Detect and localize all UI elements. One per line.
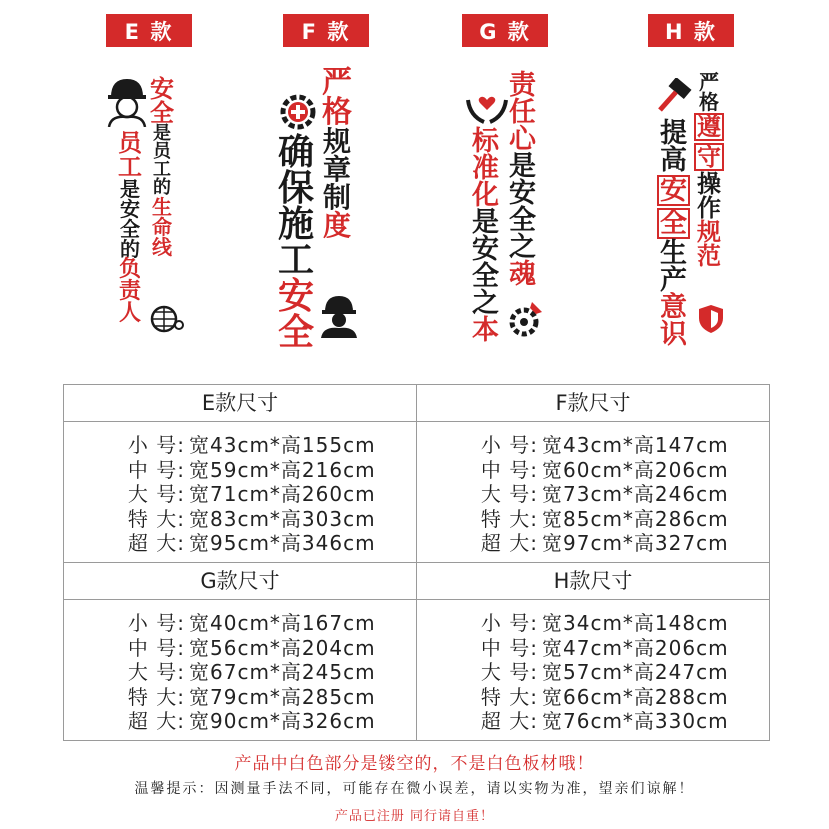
size-header-g: G款尺寸 — [64, 563, 417, 600]
size-row — [417, 429, 769, 457]
worker-helmet-icon — [318, 292, 360, 338]
char: 生 — [152, 195, 172, 219]
hammer-icon — [656, 78, 696, 114]
size-row — [64, 429, 416, 457]
poster-e-left-column — [118, 131, 142, 325]
char: 员 — [118, 129, 142, 157]
char: 操 — [697, 170, 721, 198]
char: 化 — [472, 180, 499, 211]
char: 的 — [153, 177, 171, 198]
char: 安 — [278, 276, 315, 317]
size-header-f: F款尺寸 — [417, 385, 770, 422]
poster-h-left-column — [657, 120, 690, 348]
size-row — [417, 632, 769, 660]
size-value: 宽83cm*高303cm — [189, 506, 376, 531]
size-row — [64, 632, 416, 660]
size-row — [417, 607, 769, 635]
size-label: 小 号: — [127, 433, 185, 457]
size-row — [64, 454, 416, 482]
char: 全 — [657, 208, 690, 239]
char: 高 — [660, 145, 687, 176]
size-value: 宽47cm*高206cm — [542, 635, 729, 660]
badge-h: H 款 — [648, 14, 734, 47]
poster-f-left-column — [278, 132, 315, 353]
size-label: 特 大: — [480, 506, 538, 531]
size-label: 超 大: — [480, 531, 538, 555]
size-row — [64, 527, 416, 555]
size-label: 中 号: — [480, 457, 538, 482]
globe-gear-icon — [150, 303, 184, 335]
char: 魂 — [509, 259, 536, 290]
size-value: 宽34cm*高148cm — [542, 611, 729, 635]
size-label: 大 号: — [127, 660, 185, 684]
size-label: 大 号: — [127, 482, 185, 506]
char: 章 — [322, 153, 351, 186]
size-label: 小 号: — [480, 611, 538, 635]
char: 度 — [322, 209, 351, 242]
size-table — [63, 384, 770, 741]
char: 之 — [509, 232, 536, 263]
size-row — [417, 681, 769, 709]
badge-e: E 款 — [106, 14, 192, 47]
size-row — [417, 527, 769, 555]
size-value: 宽59cm*高216cm — [189, 457, 376, 482]
badge-f: F 款 — [283, 14, 369, 47]
char: 之 — [472, 288, 499, 319]
char: 线 — [152, 235, 172, 259]
size-row — [64, 503, 416, 531]
char: 生 — [660, 238, 687, 269]
char: 工 — [118, 153, 142, 181]
char: 全 — [120, 217, 140, 241]
size-row — [417, 454, 769, 482]
size-label: 超 大: — [480, 709, 538, 733]
char: 规 — [697, 218, 721, 246]
char: 员 — [153, 141, 171, 162]
size-value: 宽40cm*高167cm — [189, 611, 376, 635]
size-value: 宽73cm*高246cm — [542, 482, 729, 506]
char: 格 — [699, 90, 719, 114]
size-label: 中 号: — [127, 635, 185, 660]
size-header-e: E款尺寸 — [64, 385, 417, 422]
char: 全 — [509, 205, 536, 236]
size-value: 宽97cm*高327cm — [542, 531, 729, 555]
size-label: 特 大: — [127, 506, 185, 531]
char: 全 — [278, 312, 315, 353]
char: 命 — [152, 215, 172, 239]
poster-g-left-column — [472, 128, 499, 344]
size-row — [417, 478, 769, 506]
size-value: 宽79cm*高285cm — [189, 684, 376, 709]
size-label: 超 大: — [127, 709, 185, 733]
char: 本 — [472, 315, 499, 346]
shield-icon — [698, 304, 724, 334]
size-value: 宽66cm*高288cm — [542, 684, 729, 709]
size-label: 超 大: — [127, 531, 185, 555]
char: 严 — [322, 65, 352, 100]
char: 识 — [660, 319, 687, 350]
char: 全 — [472, 261, 499, 292]
hands-heart-icon — [466, 94, 508, 124]
char: 标 — [472, 126, 499, 157]
size-row — [64, 705, 416, 733]
size-cell-f — [417, 422, 770, 563]
poster-f-right-column — [322, 65, 352, 242]
size-row — [417, 656, 769, 684]
char: 产 — [660, 265, 687, 296]
poster-h-right-column — [694, 72, 724, 268]
char: 准 — [472, 153, 499, 184]
char: 确 — [278, 132, 315, 173]
char: 安 — [472, 234, 499, 265]
size-row — [64, 656, 416, 684]
char: 任 — [509, 97, 536, 128]
char: 是 — [120, 177, 140, 201]
char: 提 — [660, 118, 687, 149]
char: 工 — [278, 240, 315, 281]
char: 是 — [509, 151, 536, 182]
gear-cross-icon — [278, 92, 318, 132]
char: 负 — [118, 257, 141, 282]
char: 安 — [120, 197, 140, 221]
size-value: 宽56cm*高204cm — [189, 635, 376, 660]
char: 制 — [322, 181, 351, 214]
size-row — [417, 705, 769, 733]
char: 人 — [118, 301, 141, 326]
size-row — [64, 607, 416, 635]
size-label: 中 号: — [127, 457, 185, 482]
size-cell-g — [64, 600, 417, 741]
poster-e-right-column — [150, 77, 174, 257]
poster-g-right-column — [509, 72, 536, 288]
char: 全 — [150, 99, 174, 127]
char: 规 — [322, 125, 351, 158]
size-label: 小 号: — [480, 433, 538, 457]
badge-g: G 款 — [462, 14, 548, 47]
size-value: 宽43cm*高155cm — [189, 433, 376, 457]
char: 安 — [509, 178, 536, 209]
char: 格 — [322, 95, 352, 130]
hollow-notice: 产品中白色部分是镂空的，不是白色板材哦！ — [234, 754, 595, 774]
size-cell-e — [64, 422, 417, 563]
measurement-tip: 温馨提示：因测量手法不同，可能存在微小误差，请以实物为准，望亲们谅解！ — [134, 781, 695, 797]
char: 是 — [153, 123, 171, 144]
gear-wrench-icon — [508, 300, 544, 338]
char: 守 — [694, 143, 724, 171]
char: 责 — [118, 279, 141, 304]
size-value: 宽60cm*高206cm — [542, 457, 729, 482]
char: 工 — [153, 159, 171, 180]
size-value: 宽57cm*高247cm — [542, 660, 729, 684]
size-header-h: H款尺寸 — [417, 563, 770, 600]
char: 作 — [697, 194, 721, 222]
char: 责 — [509, 70, 536, 101]
char: 意 — [660, 292, 687, 323]
size-value: 宽90cm*高326cm — [189, 709, 376, 733]
char: 保 — [278, 168, 315, 209]
size-label: 小 号: — [127, 611, 185, 635]
char: 施 — [278, 204, 315, 245]
char: 范 — [697, 242, 721, 270]
char: 心 — [509, 124, 536, 155]
size-label: 大 号: — [480, 660, 538, 684]
size-label: 大 号: — [480, 482, 538, 506]
size-label: 特 大: — [127, 684, 185, 709]
worker-helmet-icon — [105, 75, 149, 127]
size-row — [64, 681, 416, 709]
char: 的 — [120, 237, 140, 261]
size-label: 中 号: — [480, 635, 538, 660]
char: 安 — [150, 75, 174, 103]
size-value: 宽43cm*高147cm — [542, 433, 729, 457]
size-value: 宽67cm*高245cm — [189, 660, 376, 684]
registered-notice: 产品已注册 同行请自重！ — [334, 809, 495, 824]
char: 安 — [657, 175, 690, 206]
char: 是 — [472, 207, 499, 238]
size-value: 宽76cm*高330cm — [542, 709, 729, 733]
size-row — [64, 478, 416, 506]
size-label: 特 大: — [480, 684, 538, 709]
size-value: 宽71cm*高260cm — [189, 482, 376, 506]
size-row — [417, 503, 769, 531]
size-cell-h — [417, 600, 770, 741]
char: 严 — [699, 70, 719, 94]
char: 遵 — [694, 113, 724, 141]
size-value: 宽95cm*高346cm — [189, 531, 376, 555]
size-value: 宽85cm*高286cm — [542, 506, 729, 531]
